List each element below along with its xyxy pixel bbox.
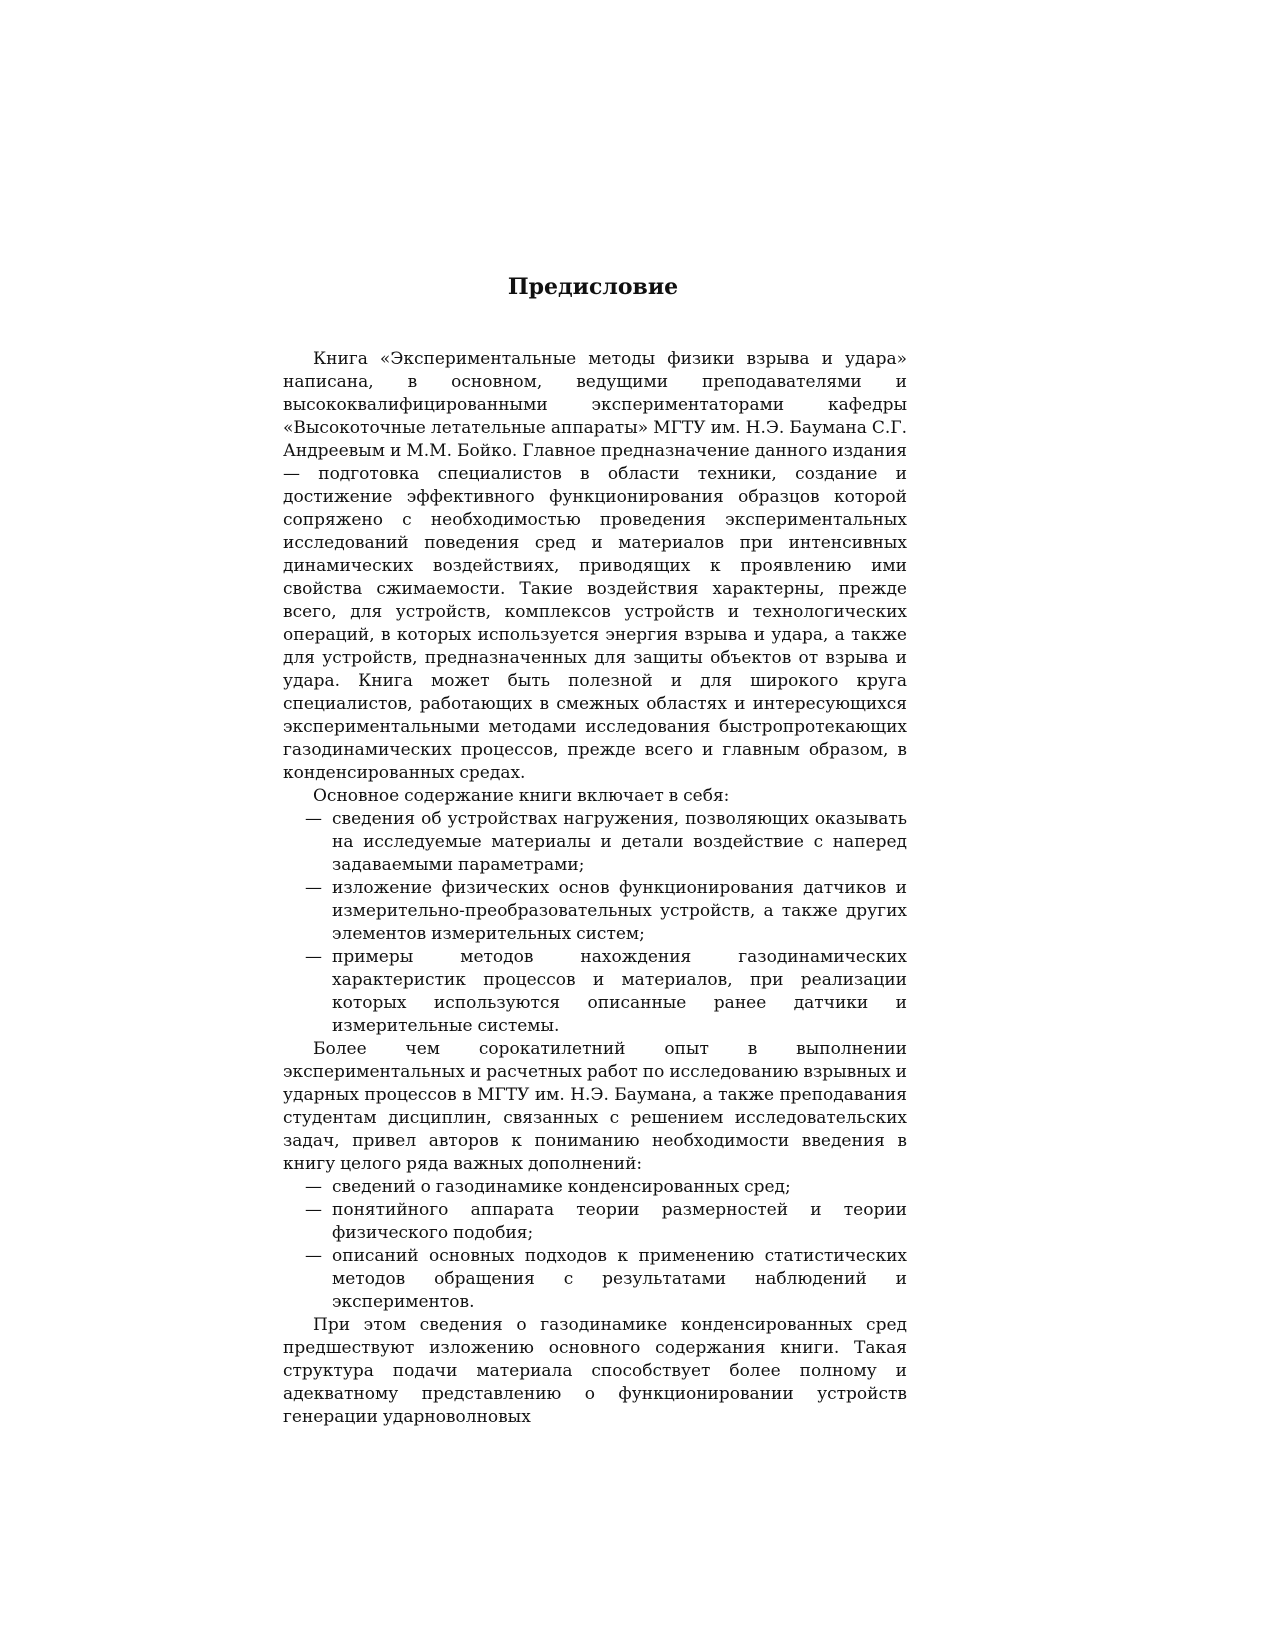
additions-list bbox=[283, 1176, 907, 1314]
list-item bbox=[283, 946, 907, 1038]
list-item bbox=[283, 808, 907, 877]
dash-marker: — bbox=[305, 809, 322, 829]
dash-marker: — bbox=[305, 1177, 322, 1197]
list-item bbox=[283, 1176, 907, 1199]
paragraph-intro: Книга «Экспериментальные методы физики взрыва и удара» написана, в основном, ведущими преподавателями и высококвалифицированными экспериментаторами кафедры «Высокоточные летательные аппараты» МГТУ им. Н.Э. Баумана С.Г. Андреевым и М.М. Бойко. Главное предназначение данного издания — подготовка специалистов в области техники, создание и достижение эффективного функционирования образцов которой сопряжено с необходимостью проведения экспериментальных исследований поведения сред и материалов при интенсивных динамических воздействиях, приводящих к проявлению ими свойства сжимаемости. Такие воздействия характерны, прежде всего, для устройств, комплексов устройств и технологических операций, в которых используется энергия взрыва и удара, а также для устройств, предназначенных для защиты объектов от взрыва и удара. Книга может быть полезной и для широкого круга специалистов, работающих в смежных областях и интересующихся экспериментальными методами исследования быстропротекающих газодинамических процессов, прежде всего и главным образом, в конденсированных средах. bbox=[283, 349, 907, 783]
list-item-text: сведений о газодинамике конденсированных сред; bbox=[332, 1177, 791, 1197]
list-item bbox=[283, 1245, 907, 1314]
contents-list bbox=[283, 808, 907, 1038]
list-item-text: изложение физических основ функционирования датчиков и измерительно-преобразовательных устройств, а также других элементов измерительных систем; bbox=[332, 878, 907, 944]
paragraph-contents-lead: Основное содержание книги включает в себя: bbox=[313, 786, 730, 806]
list-item-text: примеры методов нахождения газодинамических характеристик процессов и материалов, при реализации которых используются описанные ранее датчики и измерительные системы. bbox=[332, 947, 907, 1036]
body-text bbox=[283, 348, 907, 1429]
dash-marker: — bbox=[305, 1200, 322, 1220]
list-item-text: описаний основных подходов к применению статистических методов обращения с результатами наблюдений и экспериментов. bbox=[332, 1246, 907, 1312]
list-item bbox=[283, 877, 907, 946]
list-item-text: сведения об устройствах нагружения, позволяющих оказывать на исследуемые материалы и детали воздействие с наперед задаваемыми параметрами; bbox=[332, 809, 907, 875]
list-item-text: понятийного аппарата теории размерностей и теории физического подобия; bbox=[332, 1200, 907, 1243]
page-title: Предисловие bbox=[507, 274, 679, 300]
paragraph-experience: Более чем сорокатилетний опыт в выполнении экспериментальных и расчетных работ по исследованию взрывных и ударных процессов в МГТУ им. Н.Э. Баумана, а также преподавания студентам дисциплин, связанных с решением исследовательских задач, привел авторов к пониманию необходимости введения в книгу целого ряда важных дополнений: bbox=[283, 1039, 907, 1174]
list-item bbox=[283, 1199, 907, 1245]
dash-marker: — bbox=[305, 878, 322, 898]
dash-marker: — bbox=[305, 1246, 322, 1266]
paragraph-structure: При этом сведения о газодинамике конденсированных сред предшествуют изложению основного содержания книги. Такая структура подачи материала способствует более полному и адекватному представлению о функционировании устройств генерации ударноволновых bbox=[283, 1315, 907, 1427]
dash-marker: — bbox=[305, 947, 322, 967]
